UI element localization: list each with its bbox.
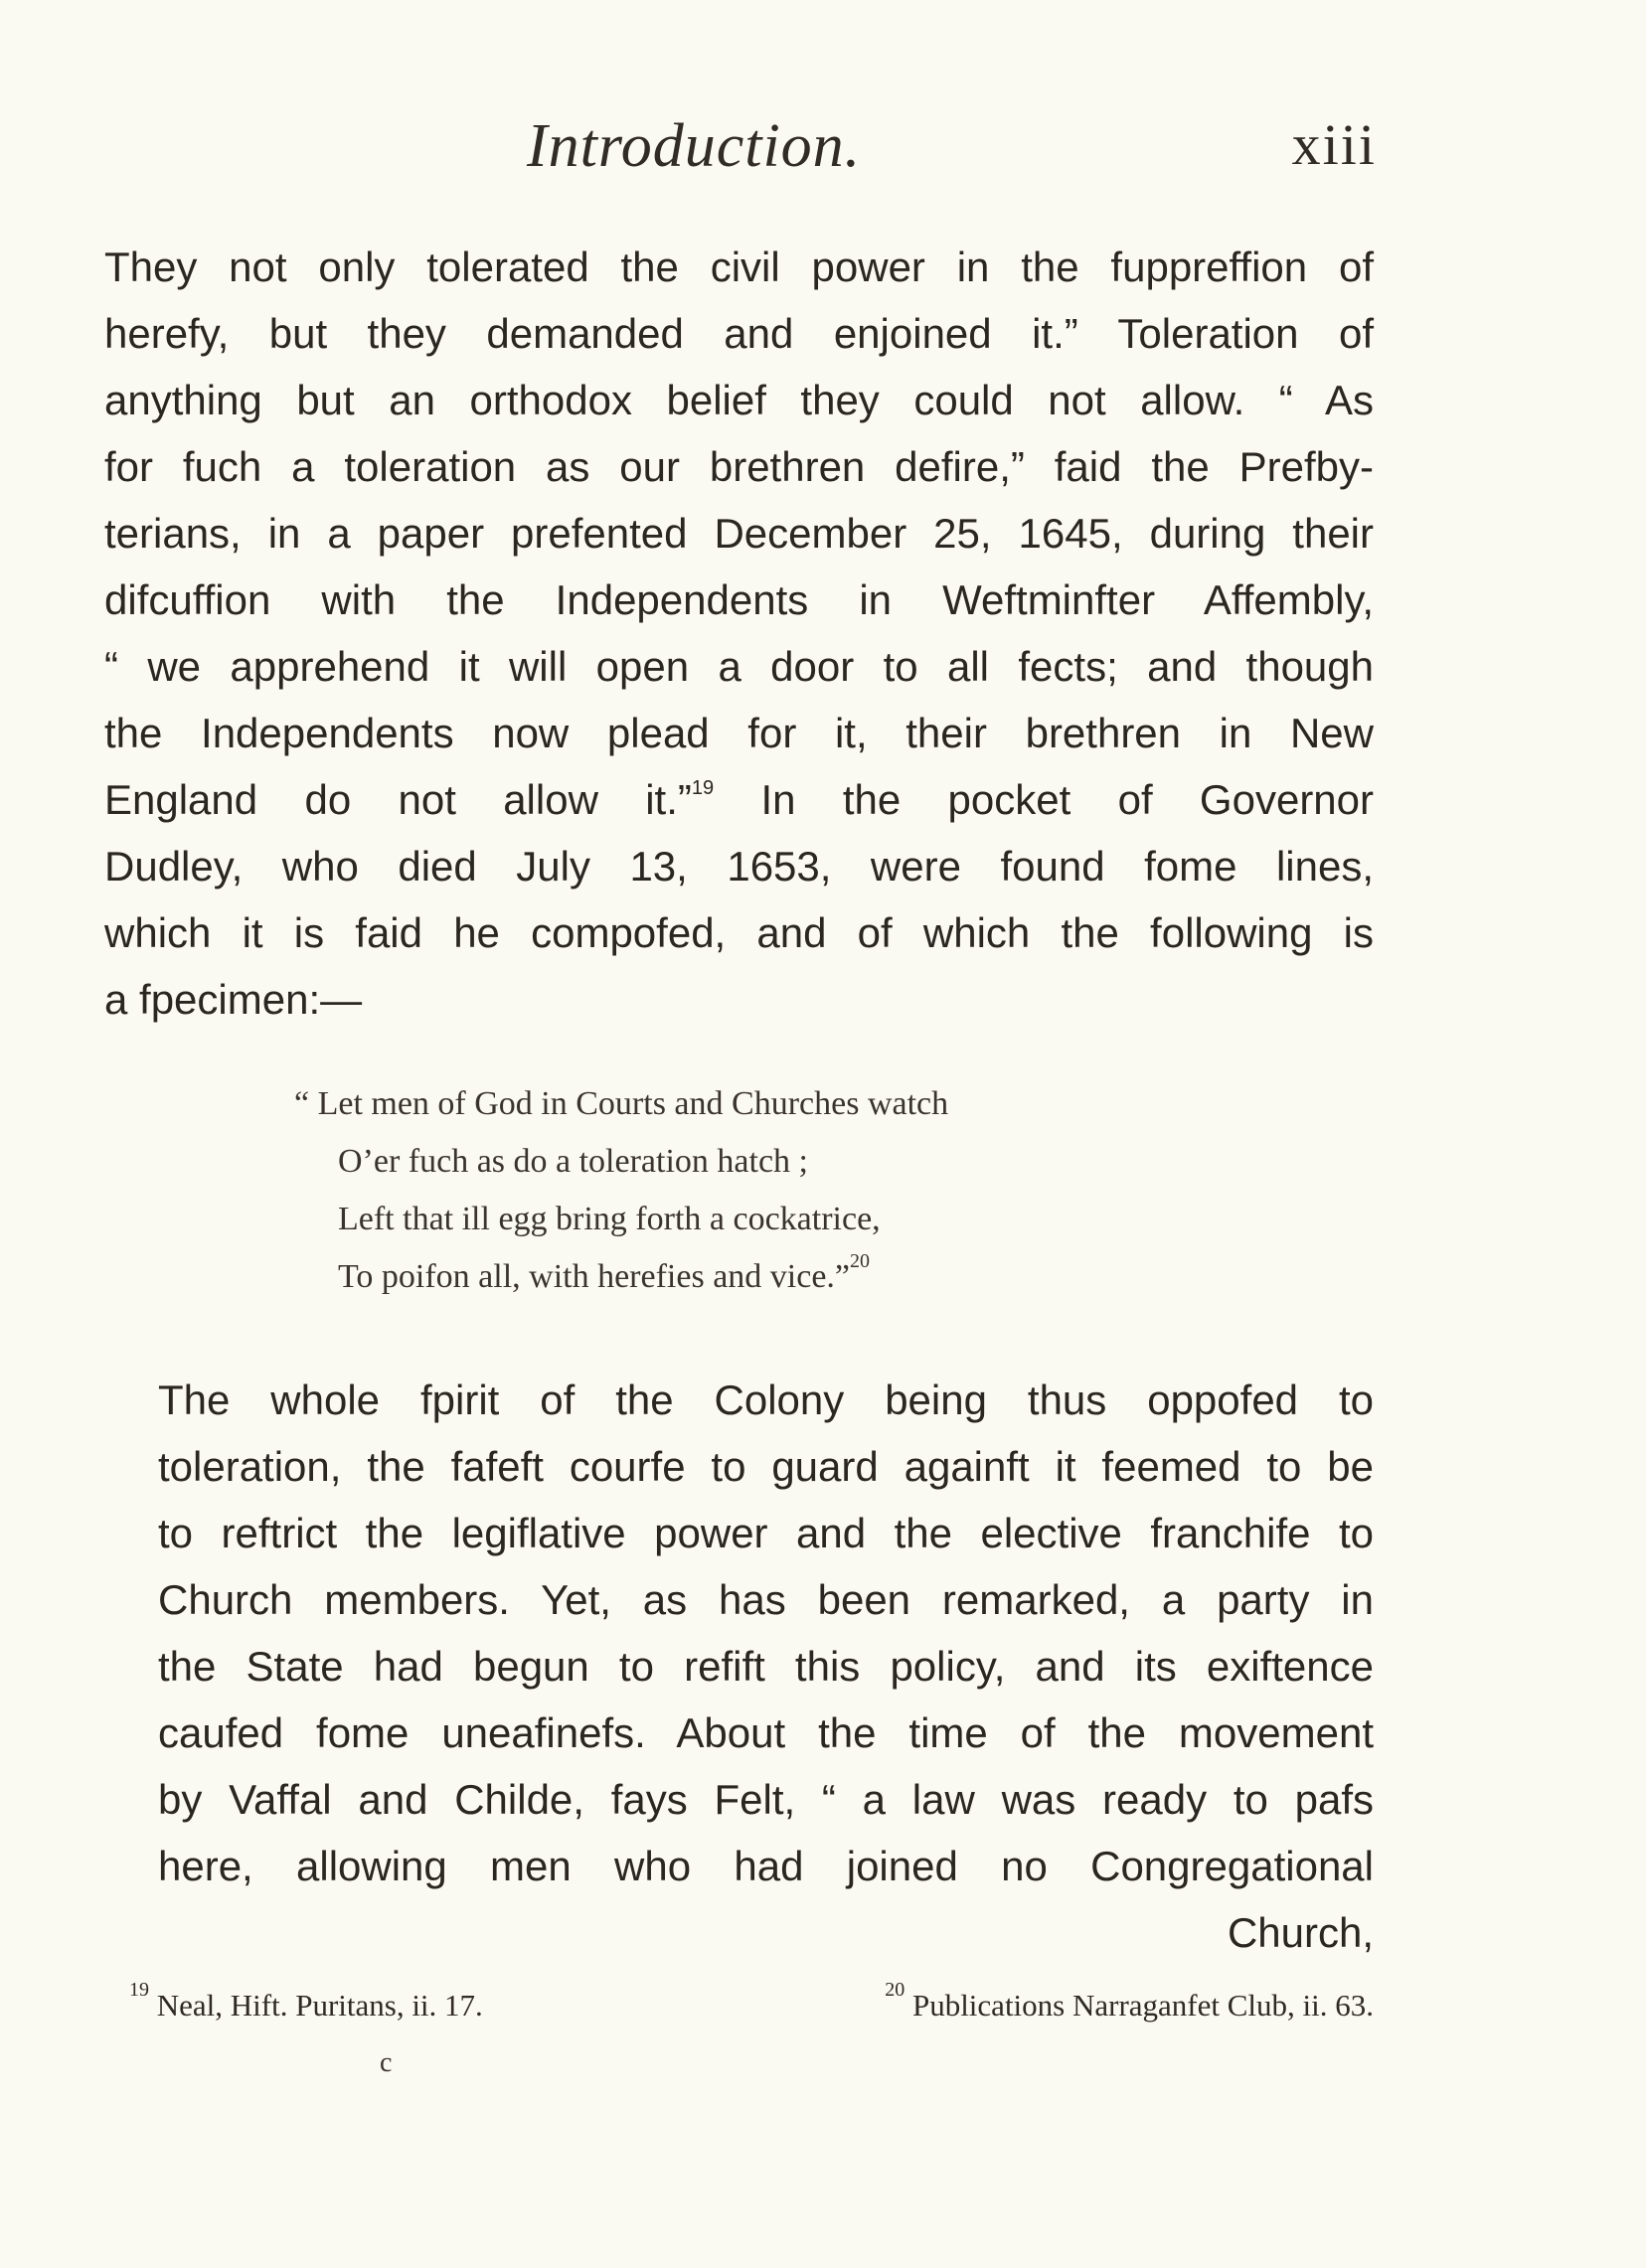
footnote-20	[885, 1979, 1374, 2024]
verse-line	[294, 1248, 948, 1306]
text-line: The whole fpirit of the Colony being thus oppofed to	[158, 1377, 1374, 1423]
text-line: by Vaffal and Childe, fays Felt, “ a law was ready to pafs	[158, 1776, 1374, 1823]
text-line: a fpecimen:—	[104, 976, 363, 1023]
text-segment: In the pocket of Governor	[760, 776, 1375, 823]
text-line: “ we apprehend it will open a door to all fects; and though	[104, 643, 1374, 690]
paragraph-2	[104, 1367, 1374, 1966]
text-line: here, allowing men who had joined no Congregational	[158, 1843, 1374, 1889]
text-line: anything but an orthodox belief they could not allow. “ As	[104, 377, 1374, 423]
signature-mark: c	[380, 2047, 393, 2078]
text-line: the Independents now plead for it, their brethren in New	[104, 710, 1374, 756]
verse-line: “ Let men of God in Courts and Churches watch	[294, 1085, 949, 1122]
text-line	[104, 766, 1374, 833]
footnote-ref-20: 20	[850, 1250, 870, 1272]
footnotes	[129, 1979, 1374, 2031]
text-line: for fuch a toleration as our brethren defire,” faid the Prefby-	[104, 443, 1374, 490]
text-line: difcuffion with the Independents in Weftminfter Affembly,	[104, 576, 1374, 623]
text-line: toleration, the fafeft courfe to guard againft it feemed to be	[158, 1443, 1374, 1490]
catchword-line: Church,	[1227, 1909, 1374, 1956]
text-line: Dudley, who died July 13, 1653, were found fome lines,	[104, 843, 1374, 890]
paragraph-1	[104, 234, 1374, 1033]
footnote-text: Publications Narraganfet Club, ii. 63.	[911, 1988, 1374, 2023]
footnote-ref-19: 19	[691, 777, 715, 799]
footnote-19	[129, 1979, 483, 2024]
text-line: They not only tolerated the civil power in the fuppreffion of	[104, 243, 1374, 290]
verse-line: Left that ill egg bring forth a cockatrice,	[338, 1201, 881, 1237]
text-line: Church members. Yet, as has been remarked, a party in	[158, 1576, 1374, 1623]
footnote-text: Neal, Hift. Puritans, ii. 17.	[156, 1988, 483, 2023]
verse-line: O’er fuch as do a toleration hatch ;	[338, 1143, 808, 1180]
text-segment: To poifon all, with herefies and vice.”	[338, 1258, 850, 1295]
text-line: caufed fome uneafinefs. About the time of the movement	[158, 1709, 1374, 1756]
footnote-number: 19	[129, 1979, 149, 2001]
text-segment: England do not allow it.”	[104, 776, 692, 823]
text-line: herefy, but they demanded and enjoined it.” Toleration of	[104, 310, 1374, 357]
page-number: xiii	[1291, 112, 1377, 177]
text-line: the State had begun to refift this policy, and its exiftence	[158, 1643, 1374, 1690]
text-line: to reftrict the legiflative power and the elective franchife to	[158, 1510, 1374, 1556]
text-line: which it is faid he compofed, and of which the following is	[104, 909, 1374, 956]
verse-quote	[294, 1075, 948, 1306]
running-head	[527, 111, 1377, 191]
text-line: terians, in a paper prefented December 25, 1645, during their	[104, 510, 1374, 557]
footnote-number: 20	[885, 1979, 905, 2001]
running-title: Introduction.	[527, 112, 862, 180]
